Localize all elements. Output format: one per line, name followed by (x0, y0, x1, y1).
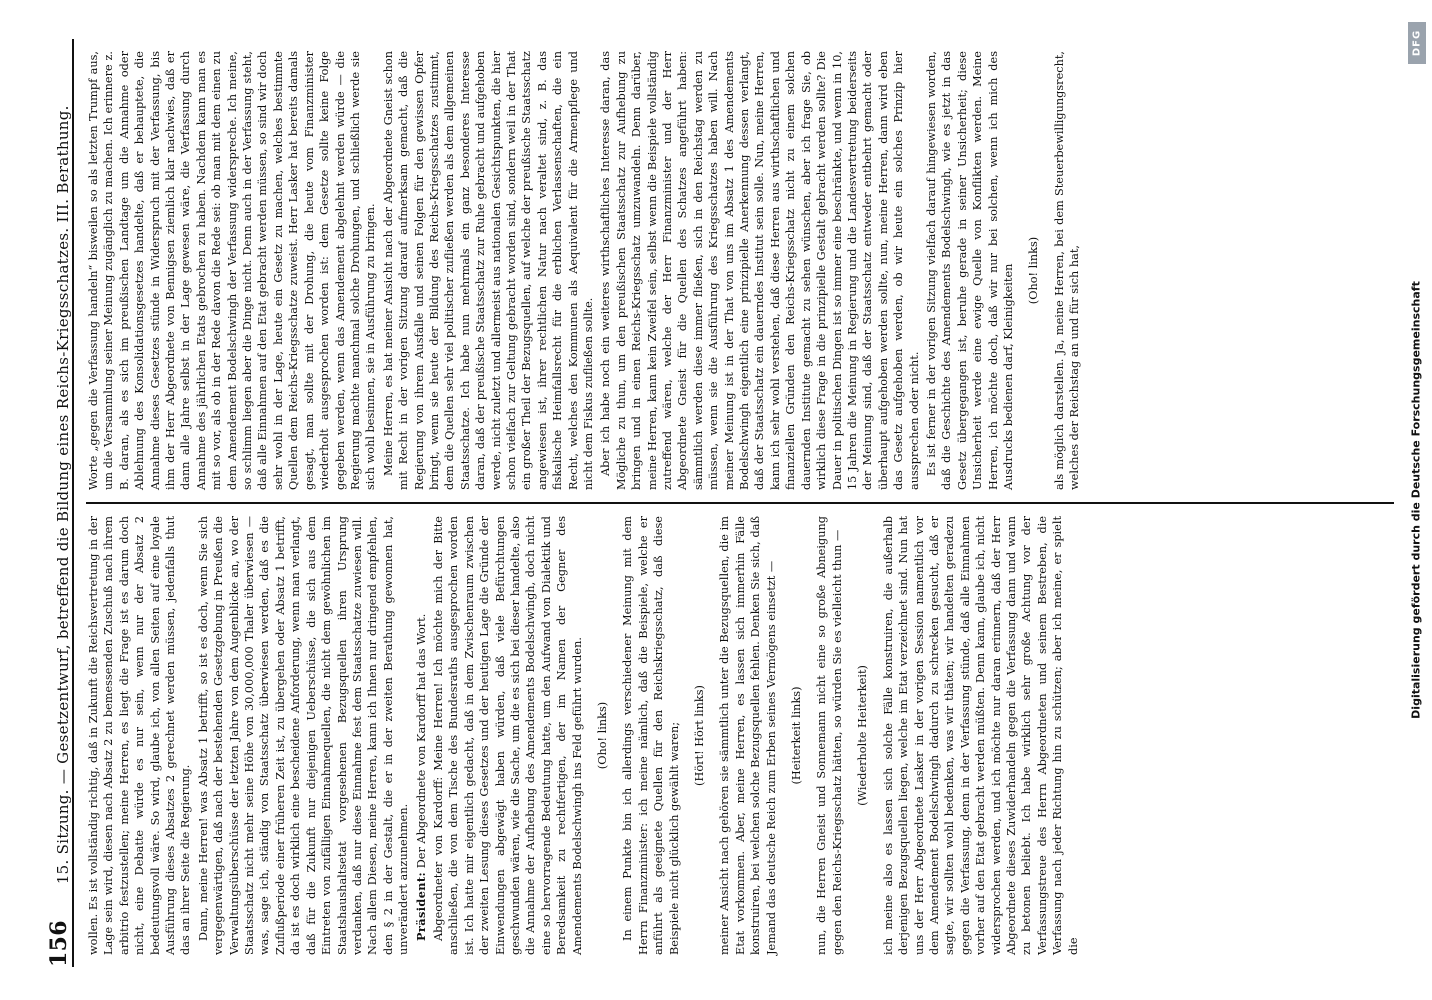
interjection: (Wiederholte Heiterkeit) (856, 665, 870, 806)
digitization-note (1402, 0, 1430, 1000)
paragraph: Meine Herren, es hat meiner Ansicht nach der Abgeordnete Gneist schon mit Recht in der vorigen Sitzung darauf aufmerksam gemacht, daß die Regierung von ihrem Ausfalle und seinen Folgen für den gewissen Opfer bringt, wenn sie heute der Bildung des Reichs-Kriegsschatzes zustimmt, dem die Quellen sehr viel politischer zufließen werden als dem allgemeinen Staatsschatze. Ich habe nun mehrmals ein ganz besonderes Interesse daran, daß der preußische Staatsschatz zur Ruhe gebracht und aufgehoben werde, nicht zuletzt und allermeist aus nationalen Gesichtspunkten, die hier schon vielfach zur Geltung gebracht worden sind, sondern weil in der That ein großer Theil der Bezugsquellen, auf welche der preußische Staatsschatz angewiesen ist, ihrer rechtlichen Natur nach veraltet sind, z. B. das fiskalische Heimfallsrecht für die erblichen Verlassenschaften, die ein Recht, welches den Kommunen als Aequivalent für die Armenpflege und nicht dem Fiskus zufließen sollte. (381, 51, 595, 490)
text-columns (86, 39, 1394, 967)
paragraph: Dann, meine Herren! was Absatz 1 betrifft, so ist es doch, wenn Sie sich vergegenwärtigen, daß nach der bestehenden Gesetzgebung in Preußen die Verwaltungsüberschüsse der letzten Jahre von dem Augenblicke an, wo der Staatsschatz nicht mehr seine Höhe von 30,000,000 Thaler überwiesen — was, sage ich, ständig von Staatsschatz überwiesen werden, daß es die Zuflußperiode einer früheren Zeit ist, zu übergehen oder Absatz 1 betrifft, da ist es doch wirklich eine bescheidene Anforderung, wenn man verlangt, daß für die Zukunft nur diejenigen Ueberschüsse, die sich aus dem Eintreten von zufälligen Einnahmequellen, die nicht dem gewöhnlichen im Staatshaushaltsetat vorgesehenen Bezugsquellen ihren Ursprung verdanken, daß nur diese Einnahme fest dem Staatsschatze zuwiesen will. Nach allem Diesen, meine Herren, kann ich Ihnen nur dringend empfehlen, den § 2 in der Gestalt, die er in der zweiten Berathung gewonnen hat, unverändert anzunehmen. (196, 516, 411, 955)
interjection: (Hört! Hört links) (693, 685, 707, 786)
paragraph: Es ist ferner in der vorigen Sitzung vielfach darauf hingewiesen worden, daß die Geschichte des Amendements Bodelschwingh, wie es jetzt in das Gesetz übergegangen ist, beruhe gerade in seiner Unsicherheit; diese Unsicherheit werde eine ewige Quelle von Konflikten werden. Meine Herren, ich möchte doch, daß wir nur bei solchen, wenn ich mich des Ausdrucks bedienen darf, Kleinigkeiten (924, 51, 1015, 490)
speaker-name: Präsident: (413, 871, 428, 941)
dfg-logo-text: DFG (1411, 29, 1423, 57)
paragraph: Abgeordneter von Kardorff: Meine Herren! Ich möchte mich der Bitte anschließen, die von dem Tische des Bundesraths ausgesprochen worden ist. Ich hatte mir eigentlich gedacht, daß in dem Zwischenraum zwischen der zweiten Lesung dieses Gesetzes und der heutigen Lage die Gründe der Einwendungen abgewägt haben würden, daß viele Befürchtungen geschwunden wären, wie die Sache, um die es sich bei dieser handelte, also die Annahme der Aufhebung des Amendements Bodelschwingh, doch nicht eine so hervorragende Bedeutung hatte, um den Aufwand von Dialektik und Beredsamkeit zu rechtfertigen, der im Namen der Gegner des Amendements Bodelschwingh ins Feld geführt wurden. (431, 516, 584, 955)
speaker-paragraph (414, 516, 429, 955)
left-column (86, 504, 1394, 967)
page-number: 156 (46, 920, 72, 967)
interjection: (Oho! links) (596, 701, 609, 770)
right-column (86, 39, 1394, 502)
dfg-logo-icon (1408, 22, 1426, 64)
page-header (30, 39, 74, 967)
paragraph: nun, die Herren Gneist und Sonnemann nicht eine so große Abneigung gegen den Reichs-Kriegsschatz hätten, so würden Sie es vielleicht thun — (815, 516, 844, 955)
column-divider (86, 502, 1394, 504)
interjection: (Heiterkeit links) (790, 686, 804, 785)
paragraph: meiner Ansicht nach gehören sie sämmtlich unter die Bezugsquellen, die im Etat vorkommen. Aber, meine Herren, es lassen sich immerhin Fälle konstruiren, bei welchen solche Bezugsquellen fehlen. Denken Sie sich, daß Jemand das deutsche Reich zum Erben seines Vermögens einsetzt — (718, 516, 778, 955)
running-title: 15. Sitzung. — Gesetzentwurf, betreffend die Bildung eines Reichs-Kriegsschatzes. III. Berathung. (54, 105, 72, 885)
paragraph: als möglich darstellen. Ja, meine Herren, bei dem Steuerbewilligungsrecht, welches der Reichstag an und für sich hat, (1052, 51, 1082, 490)
paragraph: Aber ich habe noch ein weiteres wirthschaftliches Interesse daran, das Mögliche zu thun, um den preußischen Staatsschatz zur Aufhebung zu bringen und in einen Reichs-Kriegsschatz umzuwandeln. Denn darüber, meine Herren, kann kein Zweifel sein, selbst wenn die Beispiele vollständig zutreffend wären, welche der Herr Finanzminister und der Herr Abgeordnete Gneist für die Quellen des Schatzes angeführt haben: sämmtlich werden diese immer fließen, sich in den Reichstag werden zu müssen, wenn sie die Ausführung des Kriegsschatzes haben will. Nach meiner Meinung ist in der That von uns im Absatz 1 des Amendements Bodelschwingh eigentlich eine prinzipielle Anerkennung dessen verlangt, daß der Staatsschatz ein dauerndes Institut sein solle. Nun, meine Herren, kann ich sehr wohl verstehen, daß diese Herren aus wirthschaftlichen und finanziellen Gründen den Reichs-Kriegsschatz nicht zu einem solchen dauernden Institute gemacht zu sehen wünschen, aber ich frage Sie, ob wirklich diese Frage in die prinzipielle Gestalt gebracht werden sollte? Die Dauer in politischen Dingen ist so immer eine beschränkte, und wenn in 10, 15 Jahren die Meinung in Regierung und die Landesvertretung beiderseits der Meinung sind, daß der Staatsschatz entweder entbehrt gemacht oder überhaupt aufgehoben werden sollte, nun, meine Herren, dann wird eben das Gesetz aufgehoben werden, ob wir heute ein solches Prinzip hier aussprechen oder nicht. (599, 51, 921, 490)
digitization-note-text: Digitalisierung gefördert durch die Deutsche Forschungsgemeinschaft (1409, 281, 1423, 719)
document-page (16, 5, 1416, 995)
interjection: (Oho! links) (1027, 236, 1041, 305)
paragraph: ich meine also es lassen sich solche Fälle konstruiren, die außerhalb derjenigen Bezugsquellen liegen, welche im Etat verzeichnet sind. Nun hat uns der Herr Abgeordnete Lasker in der vorigen Session namentlich vor dem Amendement Bodelschwingh dadurch zu schrecken gesucht, daß er sagte, wir sollten wohl bedenken, was wir thäten; wir handelten geradezu gegen die Verfassung, denn in der Verfassung stünde, daß alle Einnahmen vorher auf den Etat gebracht werden müßten. Denn kann, glaube ich, nicht widersprochen werden, und ich möchte nur daran erinnern, daß der Herr Abgeordnete dieses Zuwiderhandeln gegen die Verfassung dann und wann zu betonen beliebt. Ich habe wirklich sehr große Achtung vor der Verfassungstreue des Herrn Abgeordneten und seinem Bestreben, die Verfassung nach jeder Richtung hin zu schützen; aber ich meine, er spielt die (881, 516, 1080, 955)
paragraph: wollen. Es ist vollständig richtig, daß in Zukunft die Reichsvertretung in der Lage sein wird, diesen nach Absatz 2 zu bemessenden Zuschuß nach ihrem arbitrio festzustellen; meine Herren, es liegt die Frage ist es darum doch nicht, eine Debatte würde es nur sein, wenn nur der Absatz 2 bedeutungsvoll wäre. So wird, glaube ich, von allen Seiten auf eine loyale Ausführung dieses Absatzes 2 gerechnet werden müssen, jedenfalls thut das an ihrer Seite die Regierung. (87, 516, 193, 955)
paragraph: In einem Punkte bin ich allerdings verschiedener Meinung mit dem Herrn Finanzminister: ich meine nämlich, daß die Beispiele, welche er anführt als geeignete Quellen für den Reichskriegsschatz, daß diese Beispiele nicht glücklich gewählt waren; (621, 516, 681, 955)
speaker-text: Der Abgeordnete von Kardorff hat das Wort. (414, 613, 428, 869)
paragraph: Worte „gegen die Verfassung handeln“ bisweilen so als letzten Trumpf aus, um die Versammlung seiner Meinung zugänglich zu machen. Ich erinnere z. B. daran, als es sich im preußischen Landtage um die Annahme oder Ablehnung des Konsolidationsgesetzes handelte, daß er behauptete, die Annahme dieses Gesetzes stünde in Widerspruch mit der Verfassung, bis ihm der Herr Abgeordnete von Bennigsen ziemlich klar nachwies, daß er dann alle Jahre selbst in der Lage gewesen wäre, die Verfassung durch Annahme des jährlichen Etats gebrochen zu haben. Nachdem kann man es mit so vor, als ob in der Rede davon die Rede sei: ob man mit dem einen zu dem Amendement Bodelschwingh der Verfassung widerspreche. Ich meine, so schlimm liegen aber die Dinge nicht. Denn auch in der Verfassung steht, daß alle Einnahmen auf den Etat gebracht werden müssen, so sind wir doch sehr wohl in der Lage, heute ein Gesetz zu machen, welches bestimmte Quellen dem Reichs-Kriegsschatze zuweist. Herr Lasker hat bereits damals gesagt, man sollte mit der Drohung, die heute vom Finanzminister wiederholt ausgesprochen worden ist: dem Gesetze sollte keine Folge gegeben werden, wenn das Amendement abgelehnt werden würde — die Regierung machte manchmal solche Drohungen, und schließlich werde sie sich wohl besinnen, sie in Ausführung zu bringen. (87, 51, 378, 490)
